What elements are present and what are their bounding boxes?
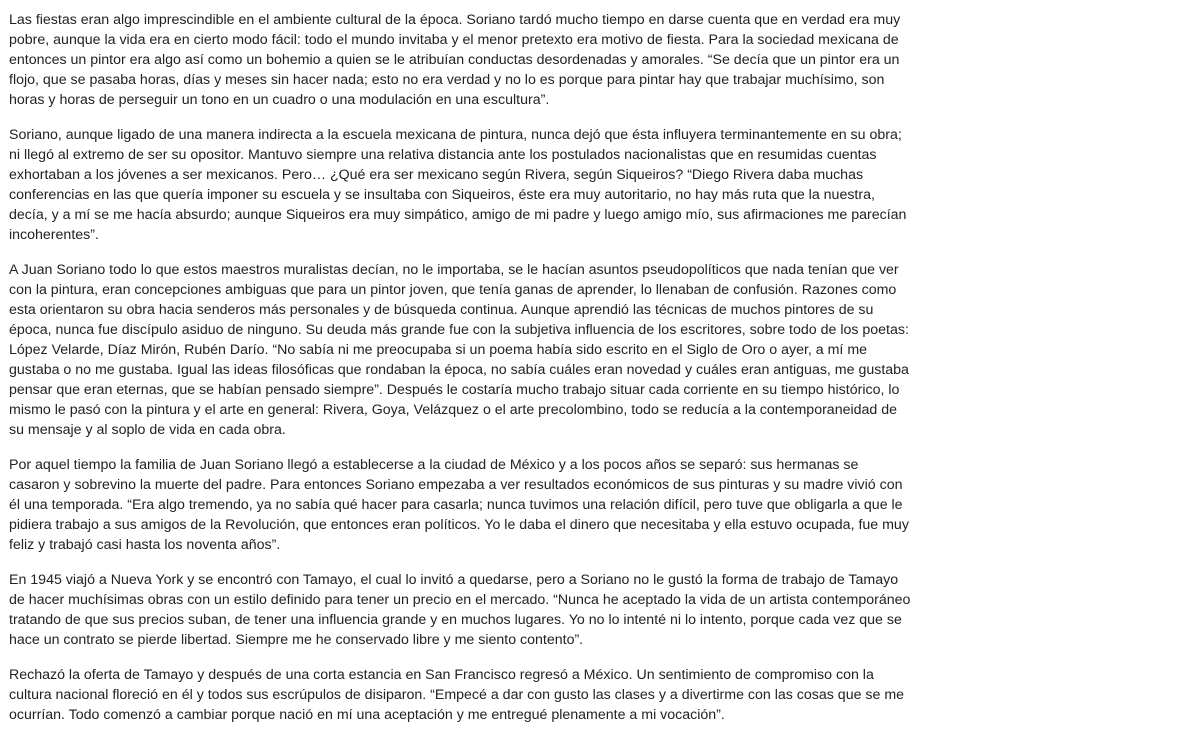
paragraph: Por aquel tiempo la familia de Juan Soriano llegó a establecerse a la ciudad de México y a los pocos años se separó: sus hermanas se casaron y sobrevino la muerte del padre. Para entonces Soriano empezaba a ver resultados económicos de sus pinturas y su madre vivió con él una temporada. “Era algo tremendo, ya no sabía qué hacer para casarla; nunca tuvimos una relación difícil, pero tuve que obligarla a que le pidiera trabajo a sus amigos de la Revolución, que entonces eran políticos. Yo le daba el dinero que necesitaba y ella estuvo ocupada, fue muy feliz y trabajó casi hasta los noventa años”.: [9, 457, 909, 553]
paragraph: En 1945 viajó a Nueva York y se encontró con Tamayo, el cual lo invitó a quedarse, pero a Soriano no le gustó la forma de trabajo de Tamayo de hacer muchísimas obras con un estilo definido para tener un precio en el mercado. “Nunca he aceptado la vida de un artista contemporáneo tratando de que sus precios suban, de tener una influencia grande y en muchos lugares. Yo no lo intenté ni lo intento, porque cada vez que se hace un contrato se pierde libertad. Siempre me he conservado libre y me siento contento”.: [9, 572, 911, 648]
paragraph: Soriano, aunque ligado de una manera indirecta a la escuela mexicana de pintura, nunca dejó que ésta influyera terminantemente en su obra; ni llegó al extremo de ser su opositor. Mantuvo siempre una relativa distancia ante los postulados nacionalistas que en resumidas cuentas exhortaban a los jóvenes a ser mexicanos. Pero… ¿Qué era ser mexicano según Rivera, según Siqueiros? “Diego Rivera daba muchas conferencias en las que quería imponer su escuela y se insultaba con Siqueiros, éste era muy autoritario, no hay más ruta que la nuestra, decía, y a mí se me hacía absurdo; aunque Siqueiros era muy simpático, amigo de mi padre y luego amigo mío, sus afirmaciones me parecían incoherentes”.: [9, 127, 907, 243]
paragraph: A Juan Soriano todo lo que estos maestros muralistas decían, no le importaba, se le hacían asuntos pseudopolíticos que nada tenían que ver con la pintura, eran concepciones ambiguas que para un pintor joven, que tenía ganas de aprender, lo llenaban de confusión. Razones como esta orientaron su obra hacia senderos más personales y de búsqueda continua. Aunque aprendió las técnicas de muchos pintores de su época, nunca fue discípulo asiduo de ninguno. Su deuda más grande fue con la subjetiva influencia de los escritores, sobre todo de los poetas: López Velarde, Díaz Mirón, Rubén Darío. “No sabía ni me preocupaba si un poema había sido escrito en el Siglo de Oro o ayer, a mí me gustaba o no me gustaba. Igual las ideas filosóficas que rondaban la época, no sabía cuáles eran novedad y cuáles eran antiguas, me gustaba pensar que eran eternas, que se habían pensado siempre”. Después le costaría mucho trabajo situar cada corriente en su tiempo histórico, lo mismo le pasó con la pintura y el arte en general: Rivera, Goya, Velázquez o el arte precolombino, todo se reducía a la contemporaneidad de su mensaje y al soplo de vida en cada obra.: [9, 262, 909, 438]
article-body: [9, 10, 911, 740]
paragraph: Las fiestas eran algo imprescindible en el ambiente cultural de la época. Soriano tardó mucho tiempo en darse cuenta que en verdad era muy pobre, aunque la vida era en cierto modo fácil: todo el mundo invitaba y el menor pretexto era motivo de fiesta. Para la sociedad mexicana de entonces un pintor era algo así como un bohemio a quien se le atribuían conductas desordenadas y amorales. “Se decía que un pintor era un flojo, que se pasaba horas, días y meses sin hacer nada; esto no era verdad y no lo es porque para pintar hay que trabajar muchísimo, son horas y horas de perseguir un tono en un cuadro o una modulación en una escultura”.: [9, 12, 901, 108]
paragraph: Rechazó la oferta de Tamayo y después de una corta estancia en San Francisco regresó a México. Un sentimiento de compromiso con la cultura nacional floreció en él y todos sus escrúpulos de disiparon. “Empecé a dar con gusto las clases y a divertirme con las cosas que se me ocurrían. Todo comenzó a cambiar porque nació en mí una aceptación y me entregué plenamente a mi vocación”.: [9, 667, 905, 723]
